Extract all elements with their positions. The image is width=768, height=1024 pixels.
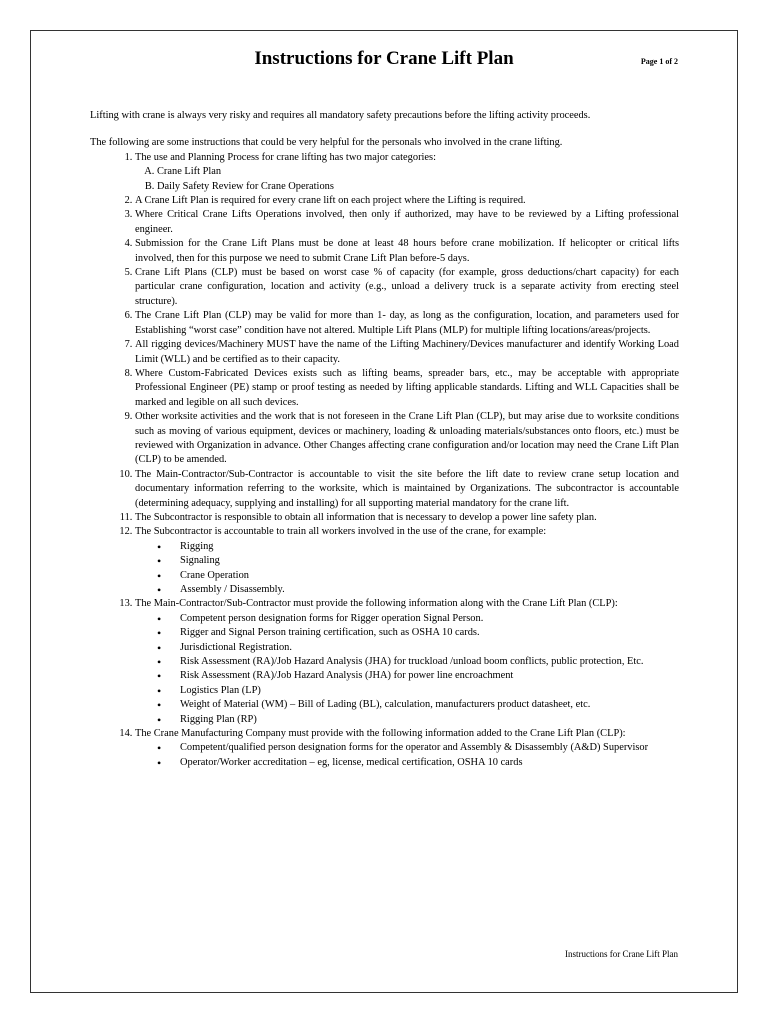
list-item [135, 525, 679, 597]
lead-paragraph: The following are some instructions that could be very helpful for the personals who involved in the crane lifting. [90, 137, 563, 149]
instructions-list [90, 151, 679, 770]
bullet-item: • Competent person designation forms for Rigger operation Signal Person. [180, 612, 679, 626]
category-item: A. Crane Lift Plan [157, 165, 679, 179]
list-item: 4. Submission for the Crane Lift Plans must be done at least 48 hours before crane mobilization. If helicopter or critical lifts involved, then for this purpose we need to submit Crane Lift Plan before-5 days. [135, 237, 679, 266]
page-footer: Instructions for Crane Lift Plan [565, 949, 678, 959]
bullet-item: • Assembly / Disassembly. [180, 583, 679, 597]
bullet-item: • Logistics Plan (LP) [180, 684, 679, 698]
bullet-item: • Crane Operation [180, 569, 679, 583]
category-list [135, 165, 679, 194]
page-number: Page 1 of 2 [640, 57, 678, 66]
list-item-text: The use and Planning Process for crane lifting has two major categories: [135, 151, 436, 163]
bullet-item: • Weight of Material (WM) – Bill of Lading (BL), calculation, manufacturers product datasheet, etc. [180, 698, 679, 712]
document-page [30, 30, 738, 993]
list-item: 7. All rigging devices/Machinery MUST have the name of the Lifting Machinery/Devices manufacturer and identify Working Load Limit (WLL) and be certified as to their capacity. [135, 338, 679, 367]
list-item-text: The Main-Contractor/Sub-Contractor must provide the following information along with the Crane Lift Plan (CLP): [135, 598, 618, 610]
list-item: 11. The Subcontractor is responsible to obtain all information that is necessary to develop a power line safety plan. [135, 511, 679, 525]
bullet-item: • Risk Assessment (RA)/Job Hazard Analysis (JHA) for power line encroachment [180, 669, 679, 683]
intro-paragraph: Lifting with crane is always very risky and requires all mandatory safety precautions before the lifting activity proceeds. [90, 110, 591, 121]
bullet-item: • Jurisdictional Registration. [180, 641, 679, 655]
category-item: B. Daily Safety Review for Crane Operations [157, 180, 679, 194]
bullet-item: • Rigger and Signal Person training certification, such as OSHA 10 cards. [180, 626, 679, 640]
list-item [135, 727, 679, 770]
list-item: 10. The Main-Contractor/Sub-Contractor is accountable to visit the site before the lift date to review crane setup location and documentary information referring to the worksite, which is maintained by Organizations. The subcontractor is accountable (determining adequacy, supplying and installing) for all supporting material mandatory for the crane lift. [135, 468, 679, 511]
list-item: 3. Where Critical Crane Lifts Operations involved, then only if authorized, may have to be reviewed by a Lifting professional engineer. [135, 208, 679, 237]
bullet-list [135, 540, 679, 598]
bullet-item: • Risk Assessment (RA)/Job Hazard Analysis (JHA) for truckload /unload boom conflicts, public protection, Etc. [180, 655, 679, 669]
list-item: 9. Other worksite activities and the work that is not foreseen in the Crane Lift Plan (CLP), but may arise due to worksite conditions such as moving of various equipment, devices or machinery, loading & unloading materials/substances onto floors, etc.) must be reviewed with Organization in advance. Other Changes affecting crane configuration and/or location may need the Crane Lift Plan (CLP) to be amended. [135, 410, 679, 468]
bullet-item: • Competent/qualified person designation forms for the operator and Assembly & Disassembly (A&D) Supervisor [180, 741, 679, 755]
document-title: Instructions for Crane Lift Plan [254, 48, 514, 69]
bullet-item: • Rigging Plan (RP) [180, 713, 679, 727]
bullet-item: • Rigging [180, 540, 679, 554]
list-item-text: The Crane Manufacturing Company must provide with the following information added to the Crane Lift Plan (CLP): [135, 728, 626, 740]
list-item: 5. Crane Lift Plans (CLP) must be based on worst case % of capacity (for example, gross deductions/chart capacity) for each particular crane configuration, location and activity (e.g., unload a delivery truck is a separate activity from erecting steel structure). [135, 266, 679, 309]
list-item: 6. The Crane Lift Plan (CLP) may be valid for more than 1- day, as long as the configuration, location, and parameters used for Establishing “worst case” condition have not altered. Multiple Lift Plans (MLP) for multiple lifting locations/areas/projects. [135, 309, 679, 338]
list-item: 8. Where Custom-Fabricated Devices exists such as lifting beams, spreader bars, etc., may be acceptable with appropriate Professional Engineer (PE) stamp or proof testing as needed by lifting applicable standards. Lifting and WLL Capacities shall be marked and legible on all such devices. [135, 367, 679, 410]
bullet-item: • Signaling [180, 554, 679, 568]
list-item [135, 151, 679, 194]
list-item [135, 597, 679, 727]
list-item: 2. A Crane Lift Plan is required for every crane lift on each project where the Lifting is required. [135, 194, 679, 208]
bullet-item: • Operator/Worker accreditation – eg, license, medical certification, OSHA 10 cards [180, 756, 679, 770]
bullet-list [135, 612, 679, 727]
bullet-list [135, 741, 679, 770]
document-body [90, 109, 679, 770]
list-item-text: The Subcontractor is accountable to train all workers involved in the use of the crane, for example: [135, 526, 547, 538]
